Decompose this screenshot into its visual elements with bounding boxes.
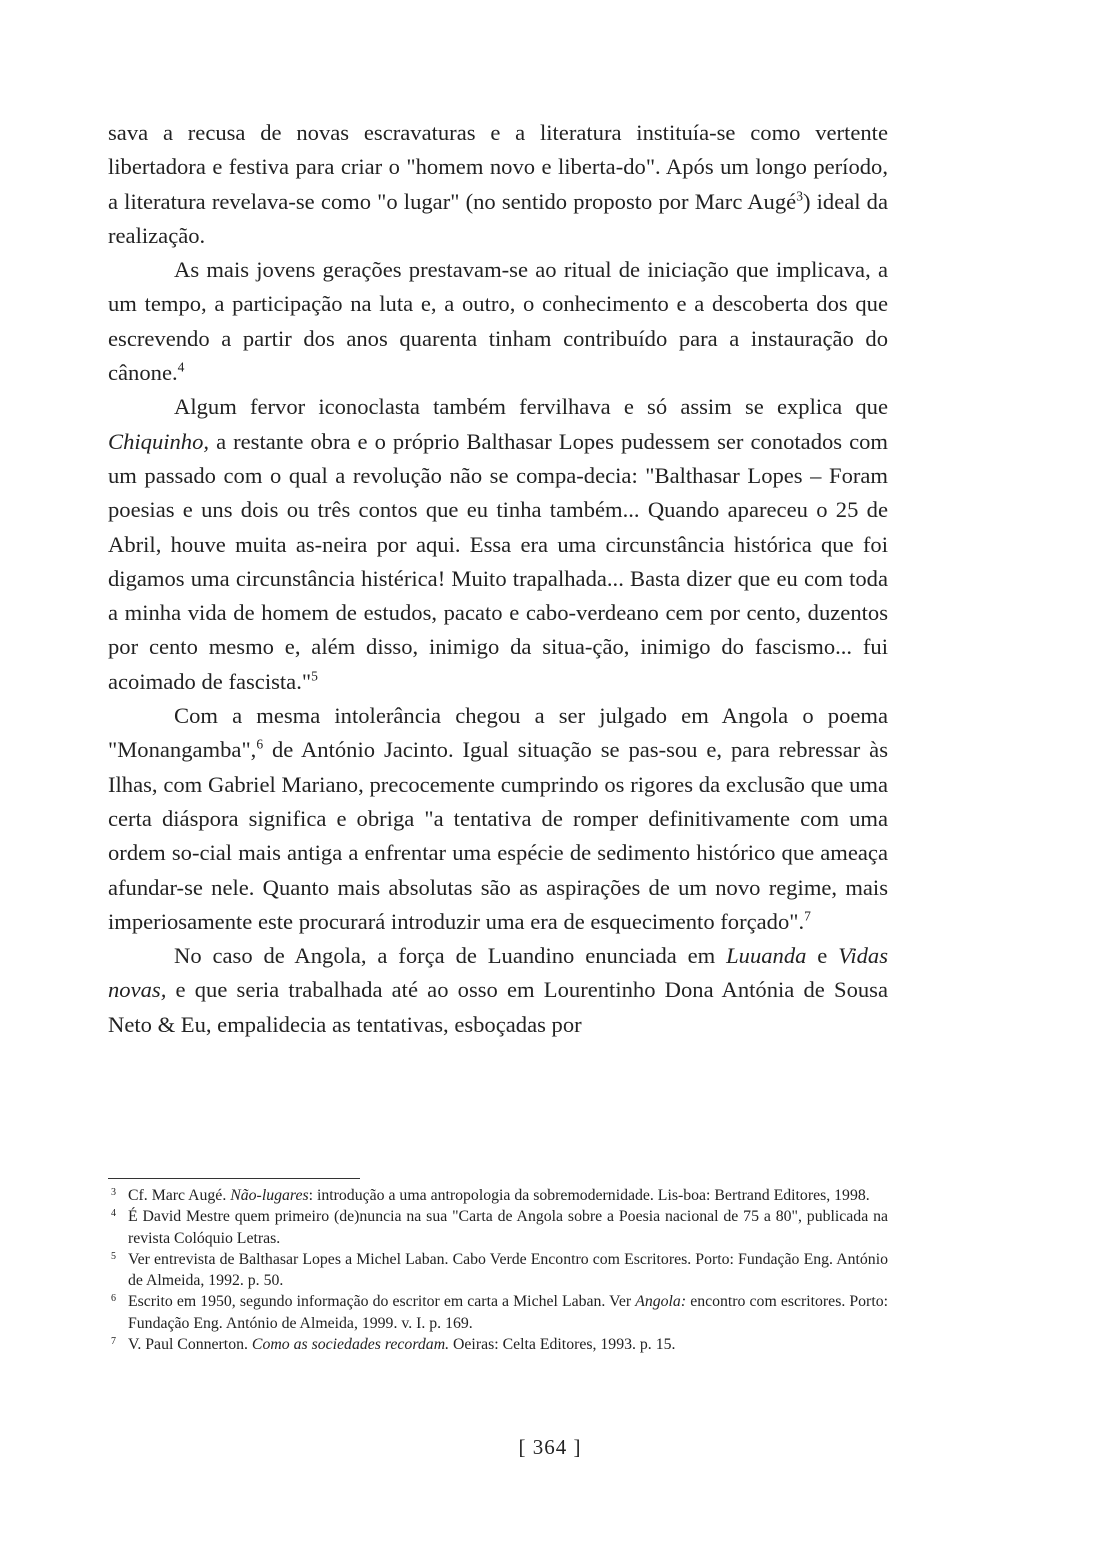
page-number: [ 364 ] [518, 1435, 582, 1459]
footnote-number: 3 [111, 1187, 116, 1198]
footnote-5: 5 Ver entrevista de Balthasar Lopes a Michel Laban. Cabo Verde Encontro com Escritores. Porto: Fundação Eng. António de Almeida, 1992. p. 50. [108, 1249, 888, 1292]
paragraph-2: As mais jovens gerações prestavam-se ao ritual de iniciação que implicava, a um tempo, a participação na luta e, a outro, o conhecimento e a descoberta dos que escrevendo a partir dos anos quarenta tinham contribuído para a instauração do cânone.$^4$ [108, 257, 888, 386]
paragraph-5: No caso de Angola, a força de Luandino enunciada em Luuanda e Vidas novas, e que seria trabalhada até ao osso em Lourentinho Dona Antónia de Sousa Neto & Eu, empalidecia as tentativas, esboçadas por [108, 943, 888, 1037]
footnote-title: Angola: [635, 1293, 687, 1311]
book-title-vidas-novas: Vidas novas, [108, 943, 888, 1003]
footnote-ref-3[interactable]: 3 [796, 188, 803, 204]
paragraph-3: Algum fervor iconoclasta também fervilhava e só assim se explica que Chiquinho, a restante obra e o próprio Balthasar Lopes pudessem ser conotados com um passado com o qual a revolução não se compa-decia: "Balthasar Lopes – Foram poesias e uns dois ou três contos que eu tinha também... Quando apareceu o 25 de Abril, houve muita as-neira por aqui. Essa era uma circunstância histórica que foi digamos uma circunstância histérica! Muito trapalhada... Basta dizer que eu com toda a minha vida de homem de estudos, pacato e cabo-verdeano cem por cento, duzentos por cento mesmo e, além disso, inimigo da situa-ção, inimigo do fascismo... fui acoimado de fascista."$^5$ [108, 394, 888, 694]
paragraph-4: Com a mesma intolerância chegou a ser julgado em Angola o poema "Monangamba",$^6$ de António Jacinto. Igual situação se pas-sou e, para rebressar às Ilhas, com Gabriel Mariano, precocemente cumprindo os rigores da exclusão que uma certa diáspora significa e obriga "a tentativa de romper definitivamente com uma ordem so-cial mais antiga a enfrentar uma espécie de sedimento histórico que ameaça afundar-se nele. Quanto mais absolutas são as aspirações de um novo regime, mais imperiosamente este procurará introduzir uma era de esquecimento forçado".$^7$ [108, 703, 888, 934]
footnote-3: 3 Cf. Marc Augé. Não-lugares: introdução a uma antropologia da sobremodernidade. Lis-boa: Bertrand Editores, 1998. [108, 1185, 888, 1206]
paragraph-1: sava a recusa de novas escravaturas e a literatura instituía-se como vertente libertadora e festiva para criar o "homem novo e liberta-do". Após um longo período, a literatura revelava-se como "o lugar" (no sentido proposto por Marc Augé$^3$) ideal da realização. [108, 120, 888, 248]
footnote-4: 4 É David Mestre quem primeiro (de)nuncia na sua "Carta de Angola sobre a Poesia nacional de 75 a 80", publicada na revista Colóquio Letras. [108, 1206, 888, 1249]
footnote-7: 7 V. Paul Connerton. Como as sociedades recordam. Oeiras: Celta Editores, 1993. p. 15. [108, 1334, 888, 1355]
footnote-title: Não-lugares [230, 1187, 309, 1204]
footnote-number: 7 [111, 1336, 116, 1348]
footnote-ref-7[interactable]: 7 [804, 908, 811, 924]
footnote-6: 6 Escrito em 1950, segundo informação do escritor em carta a Michel Laban. Ver Angola: encontro com escritores. Porto: Fundação Eng. António de Almeida, 1999. v. I. p. 169. [108, 1291, 888, 1334]
book-title-chiquinho: Chiquinho, [108, 428, 210, 454]
footnotes [108, 1185, 888, 1355]
main-text [108, 116, 888, 1042]
footnote-number: 4 [111, 1208, 116, 1220]
footnote-ref-6[interactable]: 6 [256, 736, 264, 752]
footnote-ref-4[interactable]: 4 [177, 359, 185, 375]
footnote-title: Como as sociedades recordam. [251, 1336, 450, 1354]
footnote-divider [108, 1178, 360, 1179]
footnote-ref-5[interactable]: 5 [311, 668, 318, 684]
footnote-number: 5 [111, 1250, 116, 1262]
footnote-number: 6 [111, 1293, 116, 1305]
book-title-luuanda: Luuanda [726, 943, 807, 969]
